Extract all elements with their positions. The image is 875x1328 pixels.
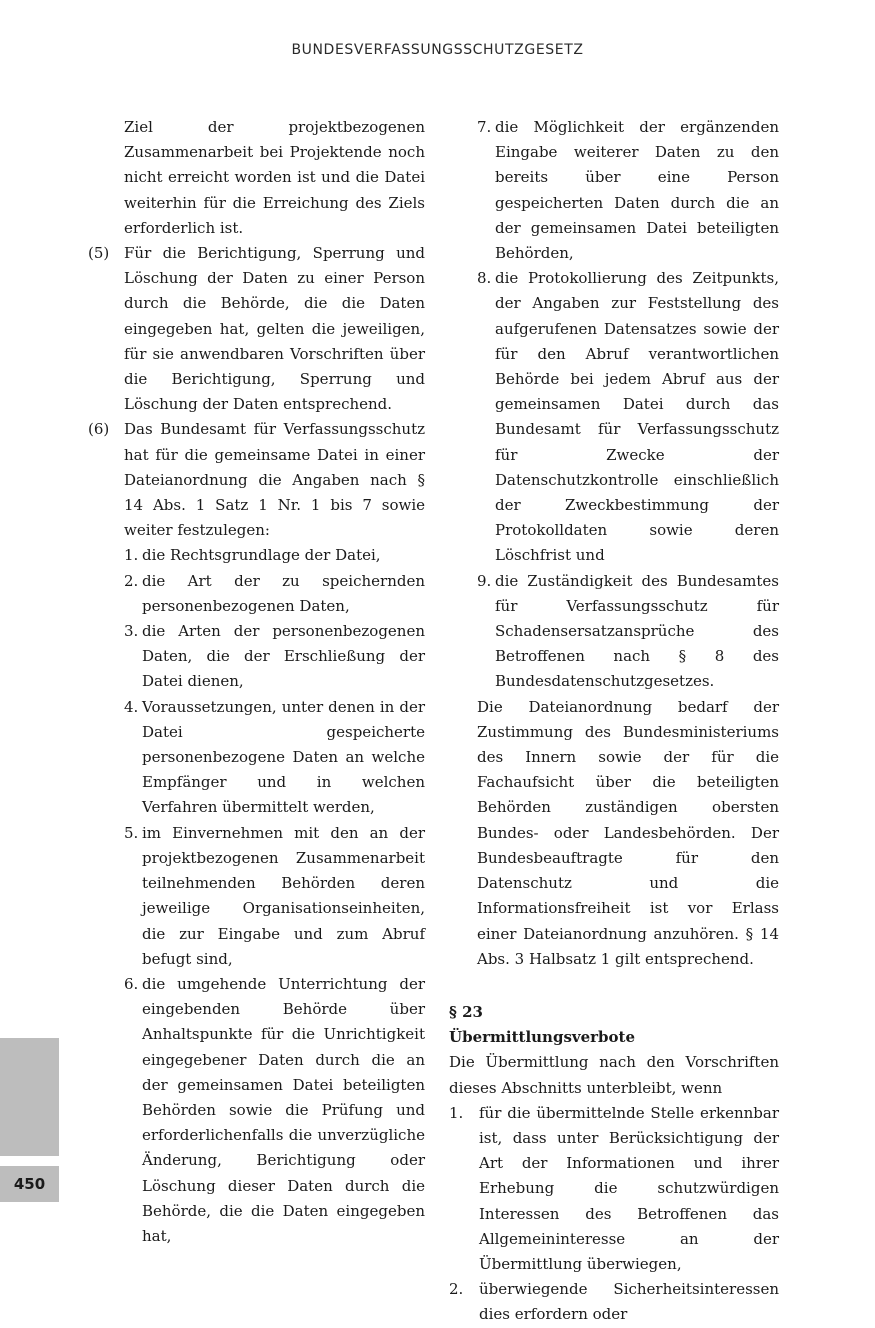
list-item [88, 569, 425, 619]
list-text: die Protokollierung des Zeitpunkts, der Angaben zur Feststellung des aufgerufenen Datensatzes sowie der für den Abruf verantwortlichen Behörde bei jedem Abruf aus der gemeinsamen Datei durch das Bundesamt für Verfassungsschutz für Zwecke der Datenschutzkontrolle einschließlich der Zweckbestimmung der Protokolldaten sowie deren Löschfrist und [495, 269, 779, 565]
list-item [88, 695, 425, 821]
paragraph-text: Für die Berichtigung, Sperrung und Löschung der Daten zu einer Person durch die Behörde, die die Daten eingegeben hat, gelten die jeweiligen, für sie anwendbaren Vorschriften über die Berichtigung, Sperrung und Löschung der Daten entsprechend. [124, 244, 425, 414]
list-number: 9. [477, 571, 492, 590]
right-column [449, 115, 779, 1328]
running-header: BUNDESVERFASSUNGSSCHUTZGESETZ [291, 42, 584, 58]
left-column [88, 115, 425, 1249]
list-item [449, 266, 779, 568]
continuation-paragraph: Ziel der projektbezogenen Zusammenarbeit bei Projektende noch nicht erreicht worden ist und die Datei weiterhin für die Erreichung des Ziels erforderlich ist. [124, 118, 425, 237]
list-number: 8. [477, 269, 492, 288]
paragraph-number: (6) [88, 420, 110, 439]
list-item [449, 115, 779, 266]
section-number: § 23 [449, 1002, 483, 1021]
list-number: 1. [449, 1103, 464, 1122]
list-text: die Zuständigkeit des Bundesamtes für Verfassungsschutz für Schadensersatzansprüche des Betroffenen nach § 8 des Bundesdatenschutzgesetzes. [495, 571, 779, 691]
list-text: die Arten der personenbezogenen Daten, die der Erschließung der Datei dienen, [142, 622, 425, 691]
section-intro: Die Übermittlung nach den Vorschriften dieses Abschnitts unterbleibt, wenn [449, 1053, 779, 1097]
list-number: 5. [124, 823, 139, 842]
list-text: Voraussetzungen, unter denen in der Datei gespeicherte personenbezogene Daten an welche Empfänger und in welchen Verfahren übermittelt werden, [142, 697, 425, 817]
list-item [449, 1101, 779, 1277]
list-item [88, 821, 425, 972]
list-number: 2. [449, 1280, 464, 1299]
list-text: für die übermittelnde Stelle erkennbar ist, dass unter Berücksichtigung der Art der Informationen und ihrer Erhebung die schutzwürdigen Interessen des Betroffenen das Allgemeininteresse an der Übermittlung überwiegen, [479, 1103, 779, 1273]
paragraph-5 [88, 241, 425, 417]
list-number: 1. [124, 546, 139, 565]
list-number: 7. [477, 118, 492, 136]
paragraph-text: Das Bundesamt für Verfassungsschutz hat für die gemeinsame Datei in einer Dateianordnung die Angaben nach § 14 Abs. 1 Satz 1 Nr. 1 bis 7 sowie weiter festzulegen: [124, 420, 425, 540]
list-item [88, 543, 425, 568]
section-title: Übermittlungsverbote [449, 1028, 636, 1047]
list-number: 2. [124, 571, 139, 590]
list-text: die Rechtsgrundlage der Datei, [142, 546, 381, 565]
page-number: 450 [0, 1166, 59, 1202]
list-item [449, 569, 779, 695]
paragraph-number: (5) [88, 244, 110, 263]
chapter-thumb-tab [0, 1038, 59, 1156]
list-text: überwiegende Sicherheitsinteressen dies erfordern oder [479, 1280, 779, 1324]
list-item [88, 619, 425, 695]
list-number: 4. [124, 697, 139, 716]
list-item [88, 972, 425, 1249]
list-text: die Möglichkeit der ergänzenden Eingabe weiterer Daten zu den bereits über eine Person gespeicherten Daten durch die an der gemeinsamen Datei beteiligten Behörden, [495, 118, 779, 263]
list-number: 3. [124, 622, 139, 641]
list-text: die Art der zu speichernden personenbezogenen Daten, [142, 571, 425, 615]
paragraph-6 [88, 417, 425, 543]
list-number: 6. [124, 974, 139, 993]
closing-paragraph: Die Dateianordnung bedarf der Zustimmung des Bundesministeriums des Innern sowie der für die Fachaufsicht über die beteiligten Behörden zuständigen obersten Bundes- oder Landesbehörden. Der Bundesbeauftragte für den Datenschutz und die Informationsfreiheit ist vor Erlass einer Dateianordnung anzuhören. § 14 Abs. 3 Halbsatz 1 gilt entsprechend. [477, 697, 779, 968]
list-text: die umgehende Unterrichtung der eingebenden Behörde über Anhaltspunkte für die Unrichtigkeit eingegebener Daten durch die an der gemeinsamen Datei beteiligten Behörden sowie die Prüfung und erforderlichenfalls die unverzügliche Änderung, Berichtigung oder Löschung dieser Daten durch die Behörde, die die Daten eingegeben hat, [142, 974, 425, 1245]
list-text: im Einvernehmen mit den an der projektbezogenen Zusammenarbeit teilnehmenden Behörden deren jeweilige Organisationseinheiten, die zur Eingabe und zum Abruf befugt sind, [142, 823, 425, 968]
list-item [449, 1277, 779, 1327]
